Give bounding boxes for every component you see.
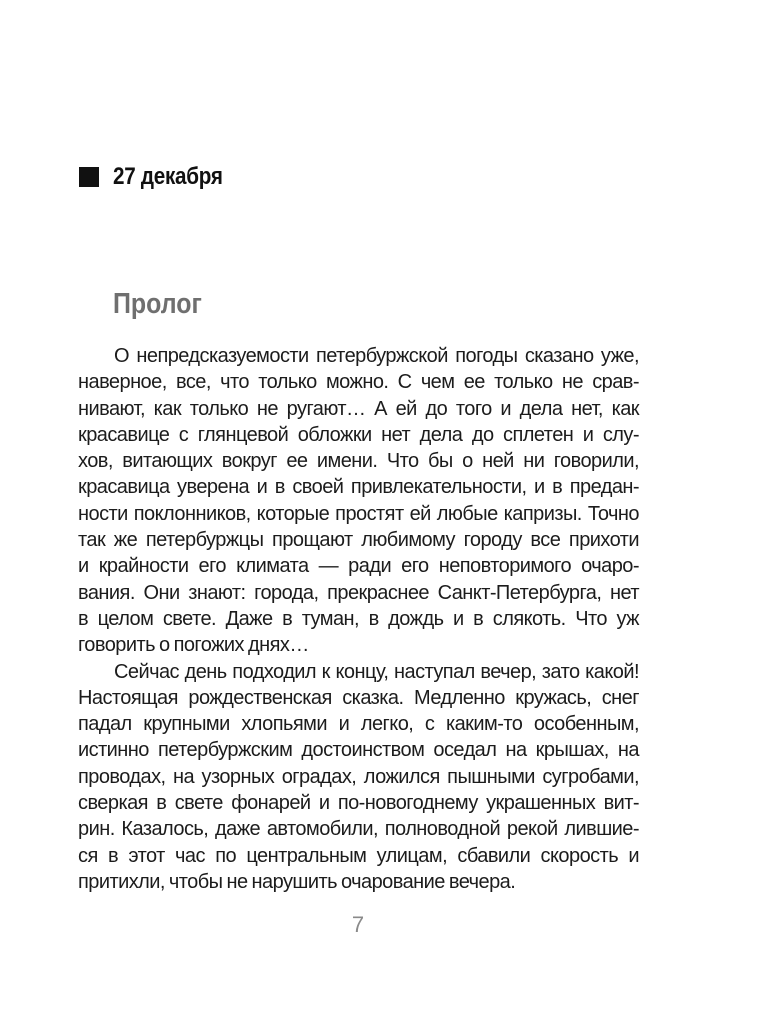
text-line: хов, витающих вокруг ее имени. Что бы о ней ни говорили, (78, 450, 639, 473)
paragraph-2 (78, 659, 639, 896)
text-line: наверное, все, что только можно. С чем ее только не срав- (78, 371, 639, 394)
section-title: Пролог (113, 288, 202, 320)
text-line: ности поклонников, которые простят ей любые капризы. Точно (78, 502, 639, 525)
chapter-date-heading (79, 163, 240, 191)
text-line: ся в этот час по центральным улицам, сбавили скорость и (78, 844, 639, 867)
text-line: так же петербуржцы прощают любимому городу все прихоти (78, 529, 639, 552)
text-line: притихли, чтобы не нарушить очарование вечера. (78, 870, 516, 893)
text-line: красавице с глянцевой обложки нет дела до сплетен и слу- (78, 423, 639, 446)
text-line: сверкая в свете фонарей и по-новогоднему украшенных вит- (78, 792, 639, 815)
text-line: и крайности его климата — ради его неповторимого очаро- (78, 555, 639, 578)
text-line: нивают, как только не ругают… А ей до того и дела нет, как (78, 397, 639, 420)
chapter-date: 27 декабря (113, 163, 223, 190)
page-number: 7 (351, 912, 365, 937)
text-line: в целом свете. Даже в туман, в дождь и в слякоть. Что уж (78, 607, 639, 630)
text-line: истинно петербуржским достоинством оседал на крышах, на (78, 739, 639, 762)
text-line: рин. Казалось, даже автомобили, полноводной рекой лившие- (78, 818, 639, 841)
text-line: проводах, на узорных оградах, ложился пышными сугробами, (78, 765, 639, 788)
body-text (78, 343, 639, 895)
text-line: говорить о погожих днях… (78, 634, 309, 657)
text-line: падал крупными хлопьями и легко, с каким-то особенным, (78, 713, 639, 736)
text-line: Сейчас день подходил к концу, наступал вечер, зато какой! (114, 660, 639, 683)
paragraph-1 (78, 343, 639, 659)
text-line: вания. Они знают: города, прекраснее Санкт-Петербурга, нет (78, 581, 639, 604)
text-line: красавица уверена и в своей привлекательности, и в предан- (78, 476, 639, 499)
text-line: О непредсказуемости петербуржской погоды сказано уже, (114, 345, 639, 367)
text-line: Настоящая рождественская сказка. Медленно кружась, снег (78, 686, 639, 709)
square-bullet-icon (79, 167, 99, 187)
